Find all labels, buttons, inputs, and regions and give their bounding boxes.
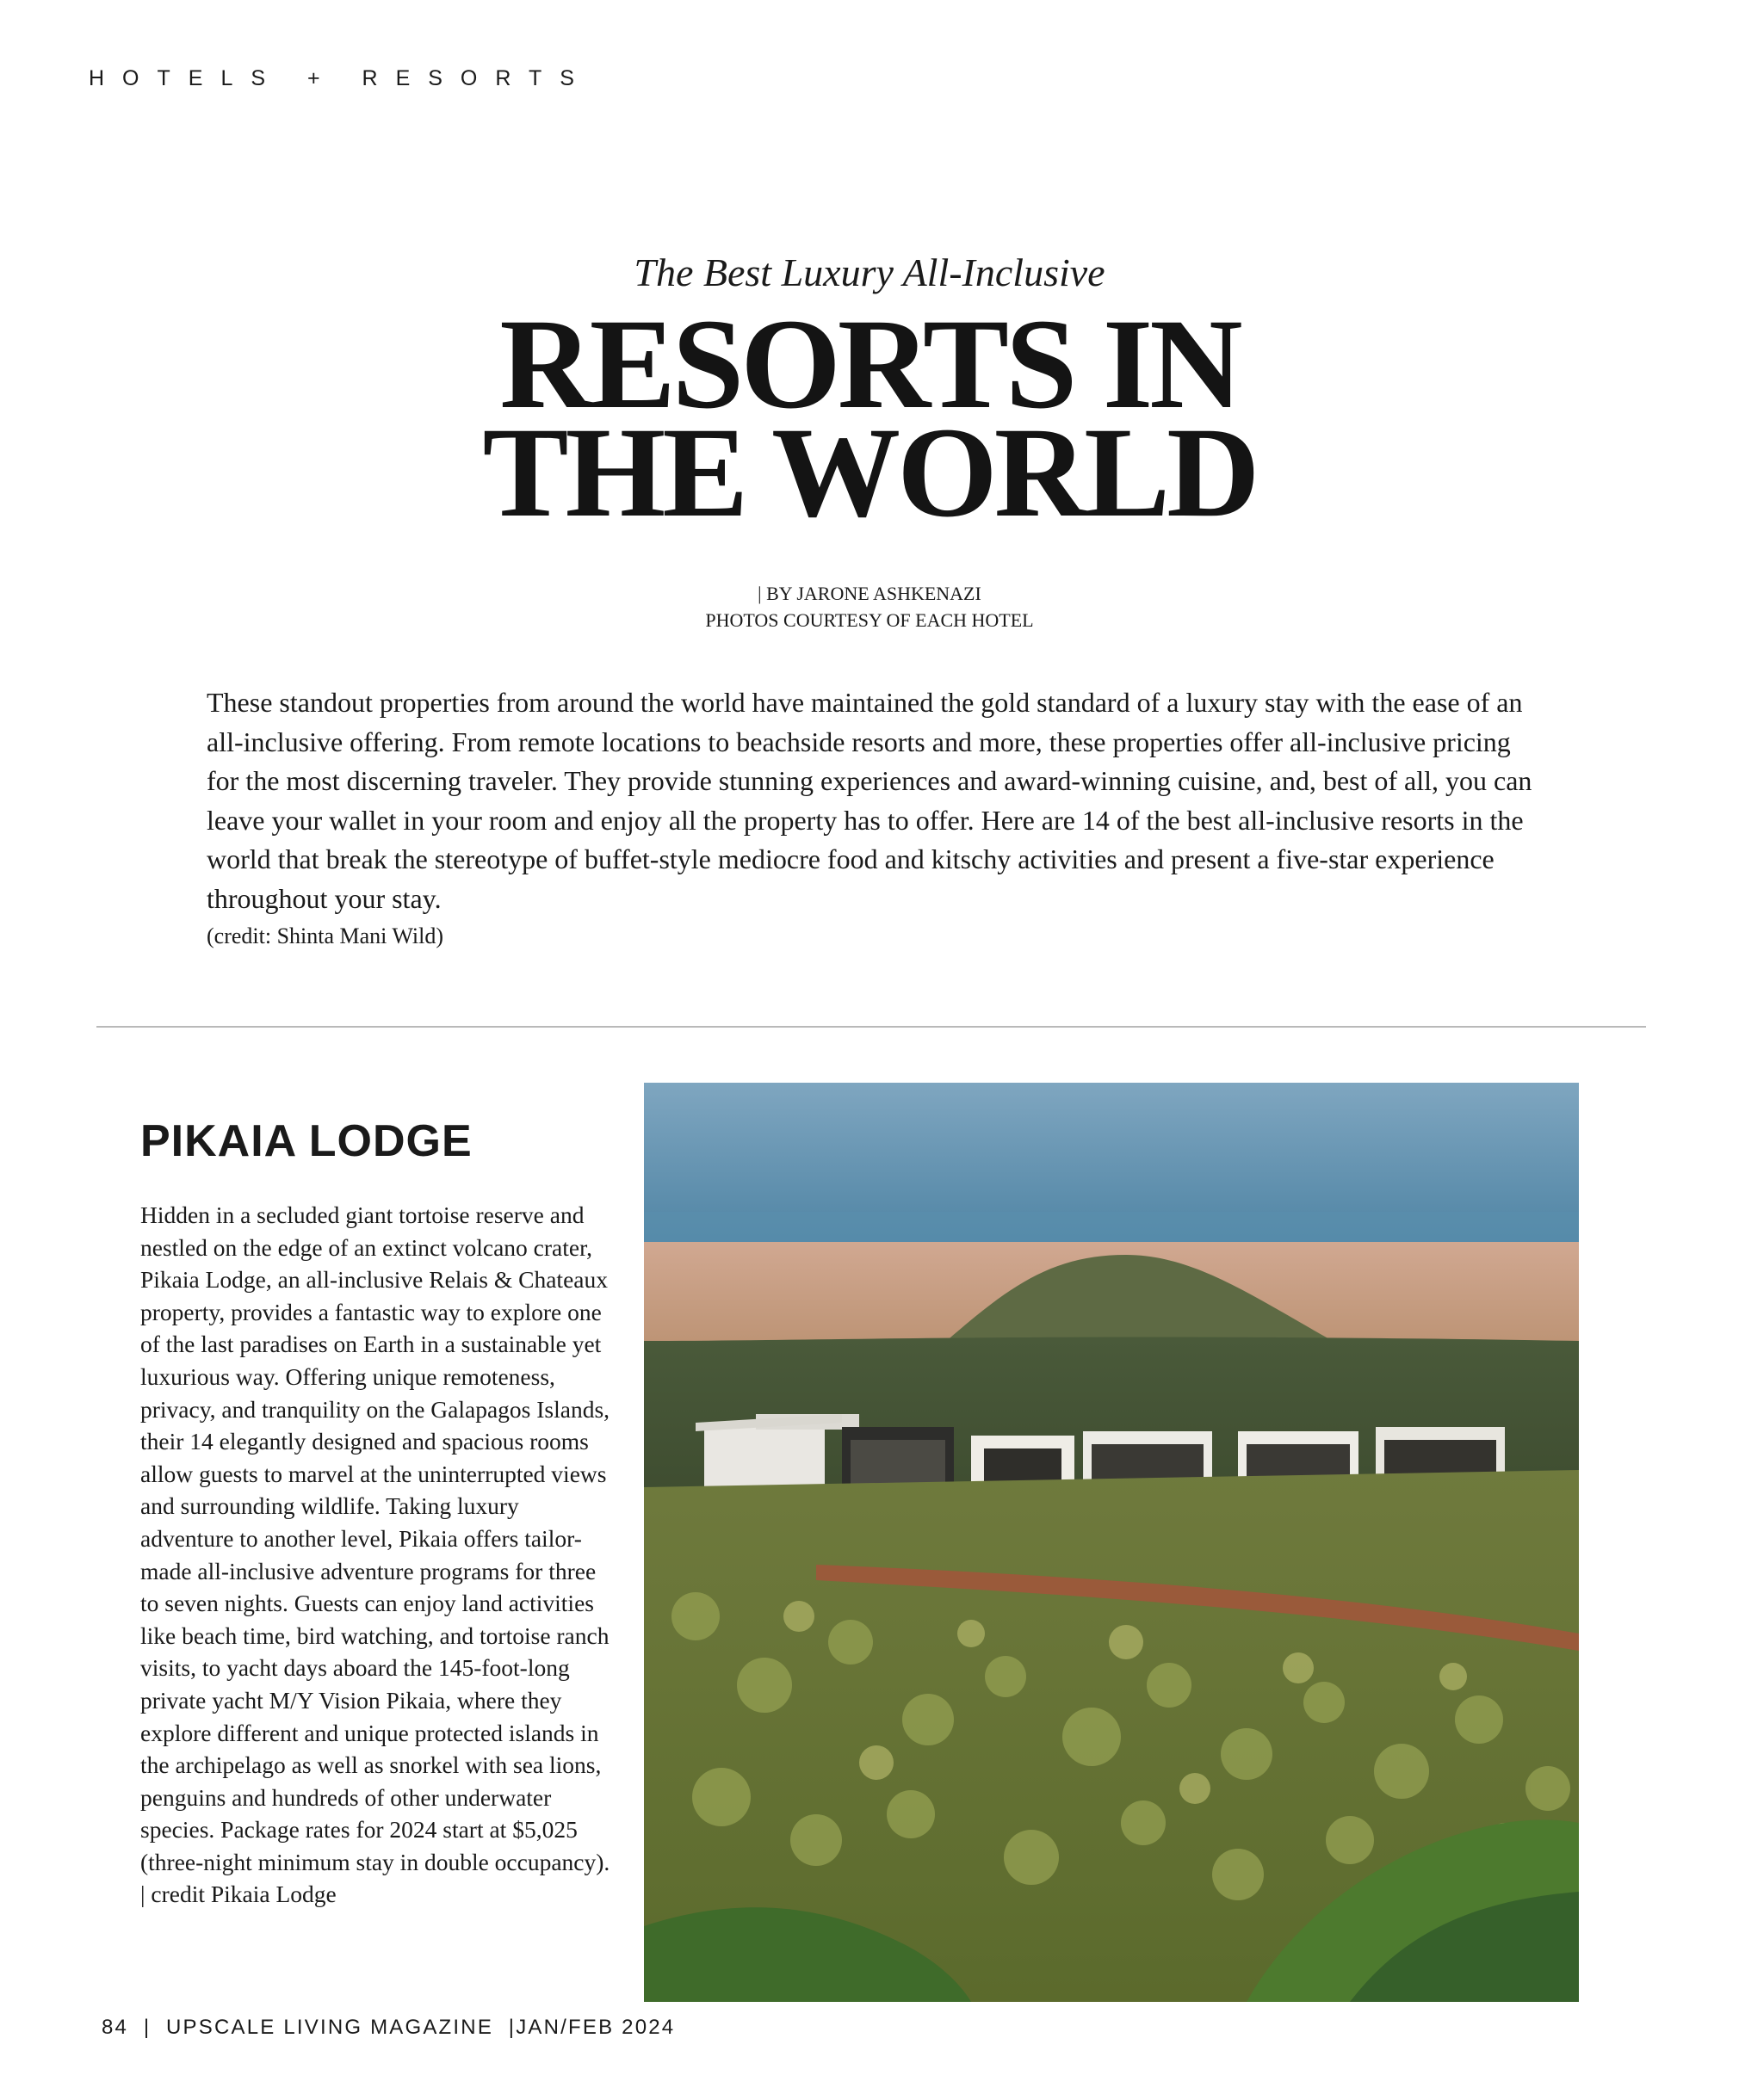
- lodge-photo-illustration: [644, 1083, 1579, 2002]
- article-kicker: The Best Luxury All-Inclusive: [634, 250, 1105, 294]
- article-headline: [0, 293, 1739, 544]
- lodge-photo: [644, 1083, 1579, 2002]
- intro-credit: (credit: Shinta Mani Wild): [207, 923, 444, 948]
- photo-credit-line: PHOTOS COURTESY OF EACH HOTEL: [705, 609, 1034, 631]
- magazine-name: UPSCALE LIVING MAGAZINE: [166, 2016, 494, 2039]
- section-divider: [96, 1026, 1646, 1028]
- headline-line-2: THE WORLD: [482, 401, 1257, 544]
- entry-title: PIKAIA LODGE: [140, 1116, 473, 1166]
- page-footer: 84 | UPSCALE LIVING MAGAZINE |JAN/FEB 2024: [102, 2016, 676, 2039]
- byline-block: [0, 580, 1739, 633]
- headline-line-1: RESORTS IN: [499, 293, 1240, 435]
- issue-date: JAN/FEB 2024: [516, 2016, 676, 2039]
- entry-body: Hidden in a secluded giant tortoise reserve and nestled on the edge of an extinct volcano crater, Pikaia Lodge, an all-inclusive Relais & Chateaux property, provides a fantastic way to explore one of the last paradises on Earth in a sustainable yet luxurious way. Offering unique remoteness, privacy, and tranquility on the Galapagos Islands, their 14 elegantly designed and spacious rooms allow guests to marvel at the uninterrupted views and surrounding wildlife. Taking luxury adventure to another level, Pikaia offers tailor-made all-inclusive adventure programs for three to seven nights. Guests can enjoy land activities like beach time, bird watching, and tortoise ranch visits, to yacht days aboard the 145-foot-long private yacht M/Y Vision Pikaia, where they explore different and unique protected islands in the archipelago as well as snorkel with sea lions, penguins and hundreds of other underwater species. Package rates for 2024 start at $5,025 (three-night minimum stay in double occupancy). | credit Pikaia Lodge: [140, 1201, 610, 1908]
- section-label: HOTELS + RESORTS: [89, 66, 592, 90]
- intro-paragraph: These standout properties from around the world have maintained the gold standard of a luxury stay with the ease of an all-inclusive offering. From remote locations to beachside resorts and more, these properties offer all-inclusive pricing for the most discerning traveler. They provide stunning experiences and award-winning cuisine, and, best of all, you can leave your wallet in your room and enjoy all the property has to offer. Here are 14 of the best all-inclusive resorts in the world that break the stereotype of buffet-style mediocre food and kitschy activities and present a five-star experience throughout your stay.: [207, 687, 1532, 914]
- page-number: 84: [102, 2016, 129, 2039]
- byline: | BY JARONE ASHKENAZI: [758, 583, 981, 604]
